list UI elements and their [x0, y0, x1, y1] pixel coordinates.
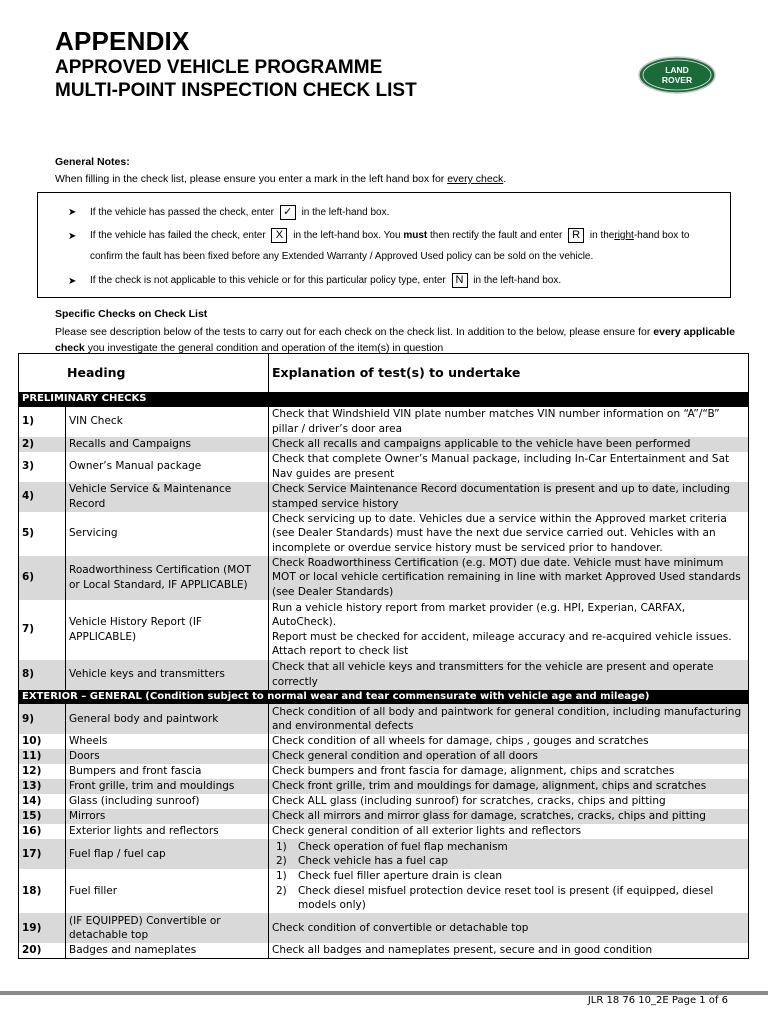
- row-explanation: Check servicing up to date. Vehicles due a service within the Approved market criteria (see Dealer Standards) must have the next due service carried out. Vehicles with an incomplete or overdue service history must be serviced prior to handover.: [269, 512, 749, 556]
- row-number: 13): [19, 779, 66, 794]
- appendix-title: APPENDIX: [55, 26, 190, 56]
- table-row: [19, 512, 749, 556]
- instruction-text: If the check is not applicable to this vehicle or for this particular policy type, enter: [90, 275, 446, 287]
- instructions-box: [37, 192, 731, 298]
- right-underline: right: [614, 230, 634, 242]
- sub-text: Check fuel filler aperture drain is clean: [298, 870, 503, 883]
- sub-number: 2): [276, 855, 287, 867]
- row-explanation: Check that Windshield VIN plate number matches VIN number information on “A”/“B” pillar / driver’s door area: [269, 407, 749, 437]
- table-row: [19, 809, 749, 824]
- section-preliminary: PRELIMINARY CHECKS: [19, 392, 749, 407]
- land-rover-logo: [638, 56, 716, 94]
- list-item: [272, 869, 745, 884]
- table-row: [19, 407, 749, 437]
- sub-number: 2): [276, 884, 287, 897]
- row-explanation: Check general condition of all exterior lights and reflectors: [269, 824, 749, 839]
- document-header: [55, 26, 417, 102]
- table-row: [19, 556, 749, 600]
- arrow-bullet-icon: ➤: [68, 231, 77, 242]
- row-explanation: [269, 839, 749, 869]
- specific-checks-title: Specific Checks on Check List: [55, 308, 208, 320]
- sub-number: 1): [276, 840, 287, 853]
- row-explanation: Check front grille, trim and mouldings for damage, alignment, chips and scratches: [269, 779, 749, 794]
- instruction-fail: [90, 228, 689, 243]
- row-explanation: Check condition of all body and paintwork for general condition, including manufacturing and environmental defects: [269, 704, 749, 734]
- checklist-table: [18, 353, 749, 959]
- row-explanation: [269, 600, 749, 660]
- row-heading: Mirrors: [66, 809, 269, 824]
- table-row: [19, 660, 749, 690]
- row-heading: Fuel filler: [66, 869, 269, 913]
- row-number: 17): [19, 839, 66, 869]
- section-header-row: [19, 392, 749, 407]
- sub-text: Check diesel misfuel protection device reset tool is present (if equipped, diesel models only): [298, 884, 714, 912]
- row-number: 19): [19, 913, 66, 943]
- section-header-row: [19, 690, 749, 705]
- row-heading: Badges and nameplates: [66, 943, 269, 958]
- row-heading: Servicing: [66, 512, 269, 556]
- sub-text: Check vehicle has a fuel cap: [298, 855, 448, 867]
- row-explanation-line: Report must be checked for accident, mileage accuracy and re-acquired vehicle issues. Attach report to check list: [272, 630, 732, 657]
- specific-checks-text: [55, 324, 735, 356]
- instruction-text: in the: [589, 230, 615, 242]
- instruction-fail-line2: confirm the fault has been fixed before any Extended Warranty / Approved Used policy can be sold on the vehicle.: [90, 251, 594, 262]
- row-heading: Vehicle Service & Maintenance Record: [66, 482, 269, 512]
- row-explanation: Check Service Maintenance Record documentation is present and up to date, including stamped service history: [269, 482, 749, 512]
- logo-text-rover: ROVER: [661, 75, 693, 85]
- row-explanation: Check condition of all wheels for damage, chips , gouges and scratches: [269, 734, 749, 749]
- table-row: [19, 452, 749, 482]
- row-number: 15): [19, 809, 66, 824]
- specific-text-part: Please see description below of the tests to carry out for each check on the check list. In addition to the below, please ensure for: [55, 326, 654, 338]
- row-explanation: Check that all vehicle keys and transmitters for the vehicle are present and operate correctly: [269, 660, 749, 690]
- row-heading: Glass (including sunroof): [66, 794, 269, 809]
- table-row: [19, 839, 749, 869]
- row-number: 10): [19, 734, 66, 749]
- arrow-bullet-icon: ➤: [68, 276, 77, 287]
- row-explanation: [269, 869, 749, 913]
- row-heading: Recalls and Campaigns: [66, 437, 269, 452]
- pass-mark-box: ✓: [280, 205, 296, 220]
- instruction-text: in the left-hand box.: [473, 275, 562, 287]
- row-number: 3): [19, 452, 66, 482]
- row-number: 9): [19, 704, 66, 734]
- row-heading: Vehicle keys and transmitters: [66, 660, 269, 690]
- table-row: [19, 482, 749, 512]
- row-number: 14): [19, 794, 66, 809]
- list-item: [272, 840, 745, 855]
- row-heading: Wheels: [66, 734, 269, 749]
- instruction-text: then rectify the fault and enter: [430, 230, 563, 242]
- row-number: 11): [19, 749, 66, 764]
- every-check-underline: every check: [447, 173, 504, 185]
- table-row: [19, 869, 749, 913]
- row-explanation-line: Run a vehicle history report from market provider (e.g. HPI, Experian, CARFAX, AutoCheck).: [272, 601, 686, 628]
- instruction-text: If the vehicle has failed the check, enter: [90, 230, 266, 242]
- row-explanation: Check condition of convertible or detachable top: [269, 913, 749, 943]
- row-number: 1): [19, 407, 66, 437]
- row-heading: Roadworthiness Certification (MOT or Local Standard, IF APPLICABLE): [66, 556, 269, 600]
- page-footer: JLR 18 76 10_2E Page 1 of 6: [587, 995, 728, 1006]
- instruction-pass: [90, 205, 389, 220]
- row-number: 6): [19, 556, 66, 600]
- row-number: 12): [19, 764, 66, 779]
- table-row: [19, 794, 749, 809]
- row-heading: General body and paintwork: [66, 704, 269, 734]
- row-explanation: Check general condition and operation of all doors: [269, 749, 749, 764]
- row-explanation: Check bumpers and front fascia for damage, alignment, chips and scratches: [269, 764, 749, 779]
- table-row: [19, 913, 749, 943]
- row-heading: Owner’s Manual package: [66, 452, 269, 482]
- list-item: [272, 854, 745, 869]
- row-number: 18): [19, 869, 66, 913]
- sub-check-list: [272, 869, 745, 913]
- row-heading: Exterior lights and reflectors: [66, 824, 269, 839]
- row-number: 5): [19, 512, 66, 556]
- row-number: 7): [19, 600, 66, 660]
- row-number: 4): [19, 482, 66, 512]
- na-mark-box: N: [452, 273, 468, 288]
- row-heading: VIN Check: [66, 407, 269, 437]
- row-heading: Doors: [66, 749, 269, 764]
- table-header-row: [19, 354, 749, 393]
- every-applicable-check: every applicable check: [55, 326, 735, 354]
- row-heading: Vehicle History Report (IF APPLICABLE): [66, 600, 269, 660]
- heading-column-header: Heading: [19, 354, 269, 393]
- logo-text-land: LAND: [665, 65, 689, 75]
- row-heading: Fuel flap / fuel cap: [66, 839, 269, 869]
- table-row: [19, 600, 749, 660]
- explanation-column-header: Explanation of test(s) to undertake: [269, 354, 749, 393]
- checklist-title: MULTI-POINT INSPECTION CHECK LIST: [55, 80, 417, 101]
- row-number: 16): [19, 824, 66, 839]
- instruction-text: in the left-hand box.: [301, 207, 390, 219]
- list-item: [272, 884, 745, 913]
- row-explanation: Check ALL glass (including sunroof) for scratches, cracks, chips and pitting: [269, 794, 749, 809]
- section-exterior: EXTERIOR – GENERAL (Condition subject to normal wear and tear commensurate with vehicle age and mileage): [19, 690, 749, 705]
- row-number: 2): [19, 437, 66, 452]
- instruction-text: -hand box to: [633, 230, 690, 242]
- row-number: 20): [19, 943, 66, 958]
- instruction-not-applicable: [90, 273, 561, 288]
- must-emphasis: must: [403, 230, 428, 242]
- table-row: [19, 704, 749, 734]
- row-explanation: Check all mirrors and mirror glass for damage, scratches, cracks, chips and pitting: [269, 809, 749, 824]
- table-row: [19, 764, 749, 779]
- row-explanation: Check all badges and nameplates present, secure and in good condition: [269, 943, 749, 958]
- row-explanation: Check that complete Owner’s Manual package, including In-Car Entertainment and Sat Nav guides are present: [269, 452, 749, 482]
- table-row: [19, 734, 749, 749]
- sub-text: Check operation of fuel flap mechanism: [298, 840, 508, 853]
- table-row: [19, 437, 749, 452]
- table-row: [19, 779, 749, 794]
- fail-mark-box: X: [271, 228, 287, 243]
- row-explanation: Check Roadworthiness Certification (e.g. MOT) due date. Vehicle must have minimum MOT or local vehicle certification remaining in line with market Approved Used standards (see Dealer Standards): [269, 556, 749, 600]
- rectified-mark-box: R: [568, 228, 584, 243]
- table-row: [19, 824, 749, 839]
- row-heading: Bumpers and front fascia: [66, 764, 269, 779]
- sub-number: 1): [276, 870, 287, 883]
- table-row: [19, 943, 749, 958]
- general-notes-text: [55, 173, 506, 185]
- row-number: 8): [19, 660, 66, 690]
- row-explanation: Check all recalls and campaigns applicable to the vehicle have been performed: [269, 437, 749, 452]
- notes-text-end: .: [503, 173, 507, 185]
- instruction-text: in the left-hand box. You: [293, 230, 401, 242]
- table-row: [19, 749, 749, 764]
- arrow-bullet-icon: ➤: [68, 207, 77, 218]
- notes-text-part: When filling in the check list, please ensure you enter a mark in the left hand box for: [55, 173, 448, 185]
- specific-text-part: you investigate the general condition and operation of the item(s) in question: [84, 342, 444, 354]
- row-heading: Front grille, trim and mouldings: [66, 779, 269, 794]
- general-notes-title: General Notes:: [55, 156, 130, 168]
- sub-check-list: [272, 840, 745, 869]
- instruction-text: If the vehicle has passed the check, enter: [90, 207, 274, 219]
- row-heading: (IF EQUIPPED) Convertible or detachable top: [66, 913, 269, 943]
- programme-title: APPROVED VEHICLE PROGRAMME: [55, 57, 383, 78]
